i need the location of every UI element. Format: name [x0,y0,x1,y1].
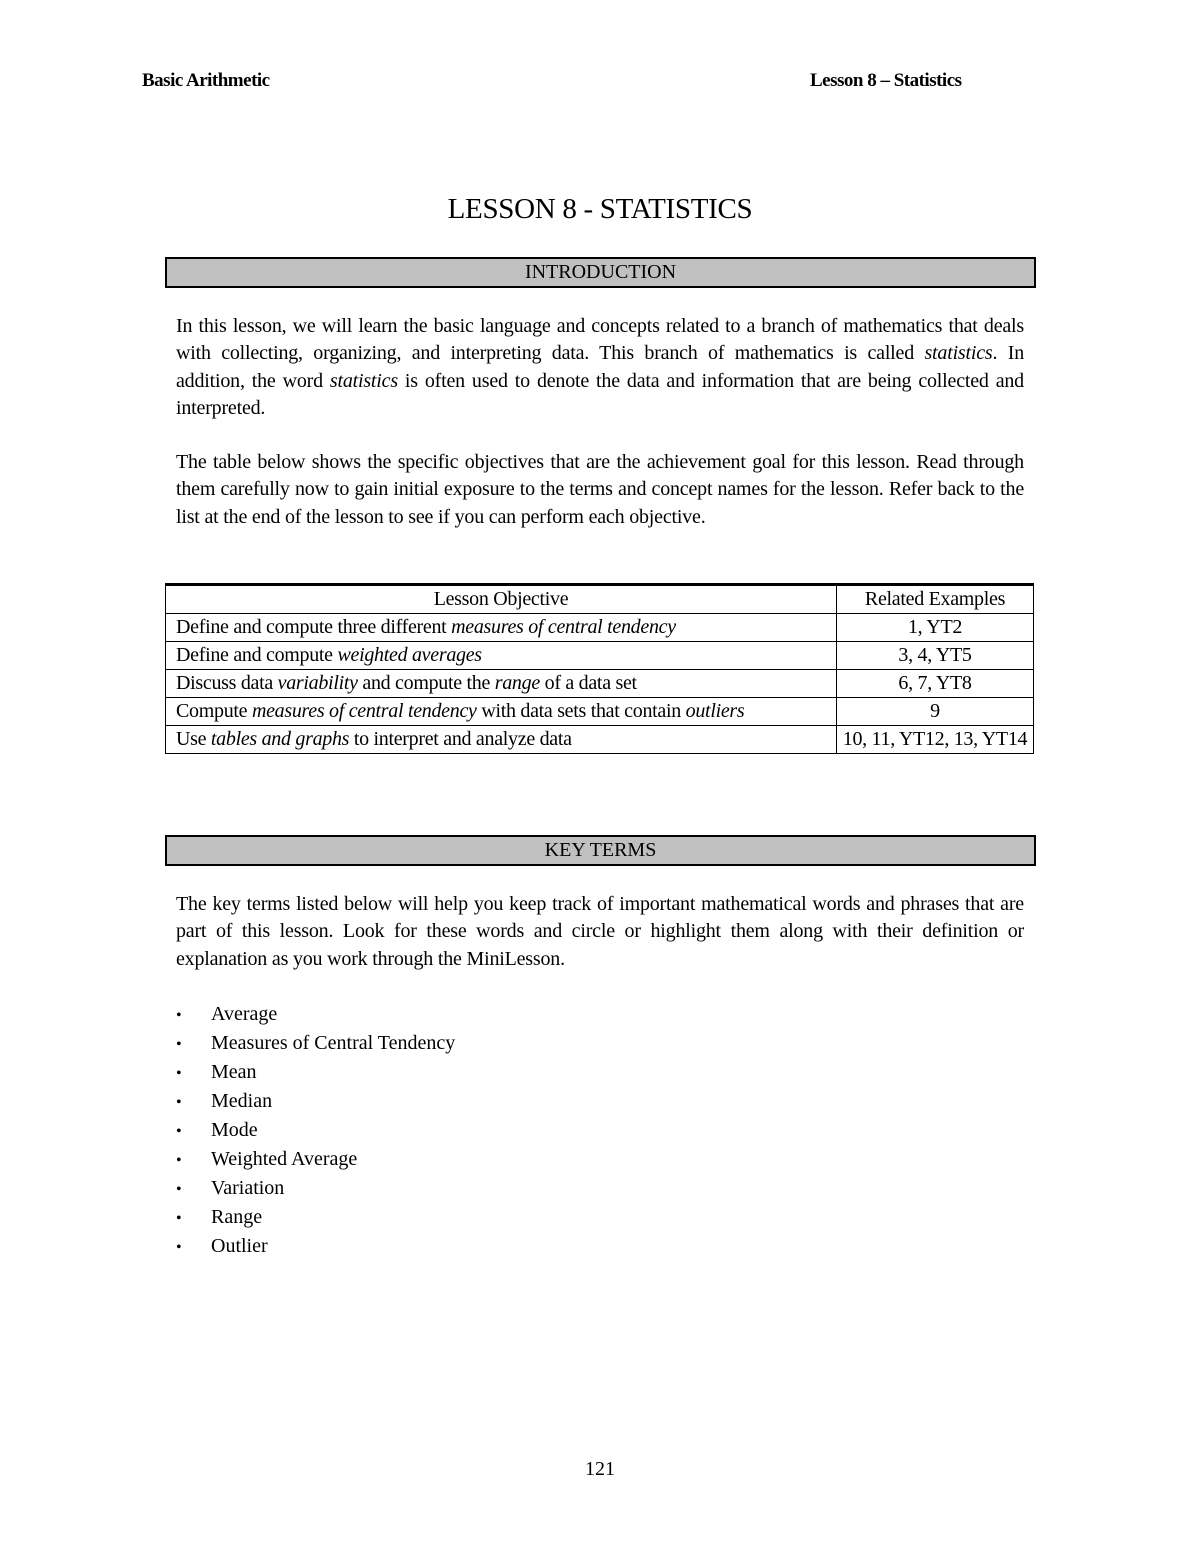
header-course-title: Basic Arithmetic [142,70,270,91]
key-terms-list [176,1000,455,1261]
objectives-table [165,583,1034,754]
list-item [176,1203,455,1232]
intro-text-part: In this lesson, we will learn the basic language and concepts related to a branch of mathematics that deals with collecting, organizing, and interpreting data. This branch of mathematics is called [176,315,1024,365]
term-label: Weighted Average [211,1148,358,1170]
objectives-header-row [166,585,1034,614]
term-label: Range [211,1206,263,1228]
term-label: Mean [211,1061,257,1083]
examples-cell: 10, 11, YT12, 13, YT14 [837,726,1034,754]
list-item [176,1058,455,1087]
objective-cell: Define and compute three different measures of central tendency [166,614,837,642]
list-item [176,1174,455,1203]
list-item [176,1116,455,1145]
list-item [176,1000,455,1029]
page-title: LESSON 8 - STATISTICS [447,193,753,225]
table-row [166,726,1034,754]
bullet-icon: • [176,1152,182,1169]
table-row [166,698,1034,726]
examples-cell: 6, 7, YT8 [837,670,1034,698]
objective-cell: Discuss data variability and compute the range of a data set [166,670,837,698]
bullet-icon: • [176,1094,182,1111]
introduction-heading: INTRODUCTION [165,257,1036,288]
intro-emphasis-statistics: statistics [924,342,993,365]
examples-cell: 1, YT2 [837,614,1034,642]
term-label: Variation [211,1177,285,1199]
table-row [166,670,1034,698]
intro-text-part: . In addition, the word [176,342,1024,392]
bullet-icon: • [176,1007,182,1024]
intro-text-part: is often used to denote the data and information that are being collected and interpreted. [176,369,1024,419]
term-label: Median [211,1090,273,1112]
introduction-paragraph-1 [176,313,1024,422]
list-item [176,1029,455,1058]
bullet-icon: • [176,1239,182,1256]
examples-cell: 3, 4, YT5 [837,642,1034,670]
bullet-icon: • [176,1181,182,1198]
bullet-icon: • [176,1036,182,1053]
introduction-paragraph-2: The table below shows the specific objectives that are the achievement goal for this lesson. Read through them carefully now to gain initial exposure to the terms and concept names for the lesson. Refer back to the list at the end of the lesson to see if you can perform each objective. [176,451,1024,528]
bullet-icon: • [176,1210,182,1227]
table-row [166,642,1034,670]
objective-cell: Use tables and graphs to interpret and analyze data [166,726,837,754]
term-label: Mode [211,1119,258,1141]
intro-emphasis-statistics: statistics [329,369,398,392]
objective-cell: Define and compute weighted averages [166,642,837,670]
objective-cell: Compute measures of central tendency with data sets that contain outliers [166,698,837,726]
bullet-icon: • [176,1123,182,1140]
header-lesson-title: Lesson 8 – Statistics [810,70,962,91]
header-lesson-objective: Lesson Objective [166,585,837,614]
term-label: Measures of Central Tendency [211,1032,456,1054]
list-item [176,1087,455,1116]
header-related-examples: Related Examples [837,585,1034,614]
list-item [176,1232,455,1261]
list-item [176,1145,455,1174]
term-label: Average [211,1003,278,1025]
examples-cell: 9 [837,698,1034,726]
key-terms-heading: KEY TERMS [165,835,1036,866]
table-row [166,614,1034,642]
term-label: Outlier [211,1235,268,1257]
bullet-icon: • [176,1065,182,1082]
key-terms-paragraph: The key terms listed below will help you keep track of important mathematical words and phrases that are part of this lesson. Look for these words and circle or highlight them along with their definition or explanation as you work through the MiniLesson. [176,893,1024,970]
page-number: 121 [585,1458,615,1480]
